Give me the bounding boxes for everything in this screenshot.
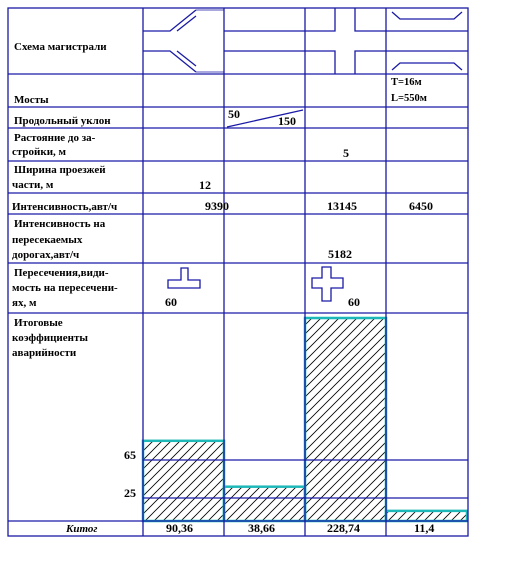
coefficient-bar-2 — [224, 487, 305, 521]
tick-label-65: 65 — [124, 448, 136, 462]
row-label-distance-2: стройки, м — [12, 146, 67, 158]
crossroads-icon — [305, 8, 386, 74]
t-intersection-icon — [168, 268, 200, 288]
visibility-1: 60 — [165, 295, 177, 309]
k-value-3: 228,74 — [327, 521, 360, 535]
cross-intersection-icon — [312, 267, 343, 301]
cross-intensity-value: 5182 — [328, 247, 352, 261]
visibility-2: 60 — [348, 295, 360, 309]
coefficient-bar-4 — [386, 511, 467, 521]
row-label-distance-1: Растояние до за- — [14, 132, 96, 144]
row-label-cross-intensity-2: пересекаемых — [12, 234, 83, 246]
intensity-1: 9390 — [205, 199, 229, 213]
bridge-height: T=16м — [391, 77, 422, 88]
junction-left-icon — [143, 10, 224, 72]
bridge-icon — [386, 12, 468, 70]
row-label-scheme: Схема магистрали — [14, 41, 107, 53]
width-value: 12 — [199, 178, 211, 192]
intensity-3: 6450 — [409, 199, 433, 213]
grade-low: 50 — [228, 107, 240, 121]
distance-value: 5 — [343, 146, 349, 160]
row-label-cross-intensity-3: дорогах,авт/ч — [12, 249, 80, 261]
row-label-intensity: Интенсивность,авт/ч — [12, 201, 118, 213]
row-label-intersections-3: ях, м — [12, 297, 37, 309]
k-value-1: 90,36 — [166, 521, 193, 535]
row-label-grade: Продольный уклон — [14, 115, 111, 127]
row-label-coefficients-3: аварийности — [12, 347, 77, 359]
grade-high: 150 — [278, 114, 296, 128]
row-label-intersections-2: мость на пересечени- — [12, 282, 118, 294]
row-label-k-total: Kитог — [66, 523, 98, 535]
intensity-2: 13145 — [327, 199, 357, 213]
k-value-2: 38,66 — [248, 521, 275, 535]
row-label-coefficients-2: коэффициенты — [12, 332, 88, 344]
row-label-width-2: части, м — [12, 179, 54, 191]
row-label-bridges: Мосты — [14, 94, 49, 106]
row-label-cross-intensity-1: Интенсивность на — [14, 218, 106, 230]
tick-label-25: 25 — [124, 486, 136, 500]
row-label-coefficients-1: Итоговые — [14, 317, 63, 329]
road-segment-icon — [224, 31, 305, 51]
row-label-width-1: Ширина проезжей — [14, 164, 106, 176]
row-label-intersections-1: Пересечения,види- — [14, 267, 109, 279]
bridge-length: L=550м — [391, 93, 427, 104]
coefficient-bar-3 — [305, 318, 386, 521]
k-value-4: 11,4 — [414, 521, 435, 535]
coefficient-bar-1 — [143, 441, 224, 521]
